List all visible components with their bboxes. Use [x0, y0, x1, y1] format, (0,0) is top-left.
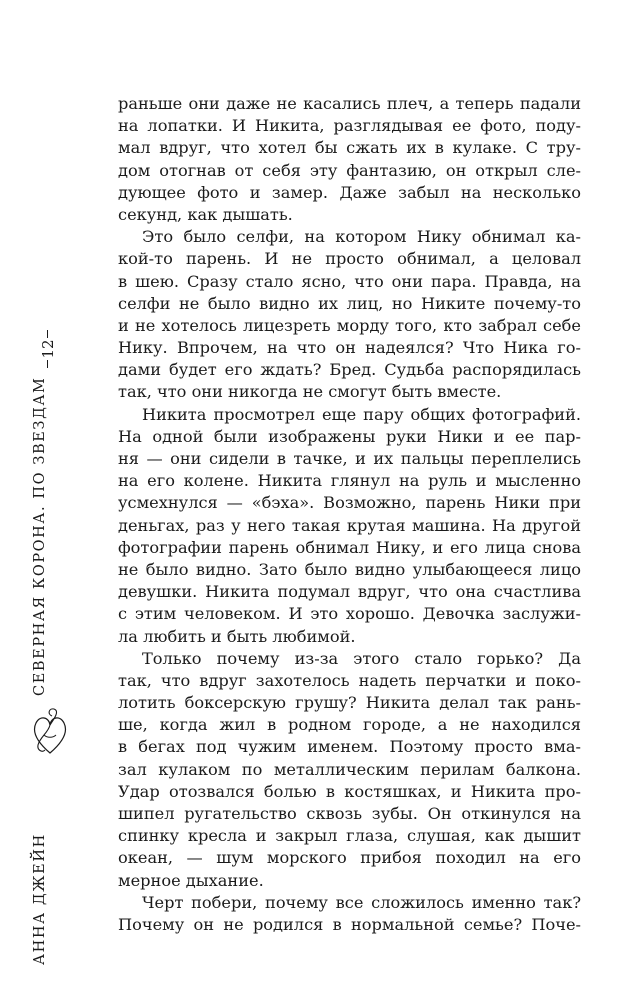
- running-head-author: АННА ДЖЕЙН: [32, 833, 48, 965]
- text-line: мал вдруг, что хотел бы сжать их в кулаке. С тру-: [118, 138, 581, 158]
- text-line: раньше они даже не касались плеч, а теперь падали: [118, 94, 581, 113]
- text-line: мерное дыхание.: [118, 870, 264, 890]
- text-line: в шею. Сразу стало ясно, что они пара. Правда, на: [118, 271, 581, 291]
- text-line: деньгах, раз у него такая крутая машина. На другой: [118, 515, 581, 535]
- text-line: На одной были изображены руки Ники и ее пар-: [118, 426, 581, 446]
- page-number-rule-bottom: [47, 360, 48, 368]
- text-line: селфи не было видно их лиц, но Никите почему-то: [118, 293, 581, 313]
- text-line: фотографии парень обнимал Нику, и его лица снова: [118, 537, 581, 557]
- text-line: так, что вдруг захотелось надеть перчатки и поко-: [118, 670, 581, 690]
- page-number-value: 12: [39, 339, 57, 359]
- text-line: шипел ругательство сквозь зубы. Он откинулся на: [118, 804, 581, 823]
- text-line: секунд, как дышать.: [118, 204, 293, 224]
- text-line: Это было селфи, на котором Нику обнимал ка-: [142, 227, 581, 247]
- heart-flourish-icon: [30, 705, 70, 757]
- text-line: девушки. Никита подумал вдруг, что она счастлива: [118, 582, 581, 602]
- text-line: на лопатки. И Никита, разглядывая ее фото, поду-: [118, 116, 581, 136]
- text-line: с этим человеком. И это хорошо. Девочка заслужи-: [118, 604, 581, 624]
- text-line: так, что они никогда не смогут быть вместе.: [118, 382, 502, 402]
- text-line: Нику. Впрочем, на что он надеялся? Что Ника го-: [118, 338, 581, 358]
- text-line: ня — они сидели в тачке, и их пальцы переплелись: [118, 449, 581, 468]
- text-line: спинку кресла и закрыл глаза, слушая, как дышит: [118, 826, 581, 846]
- text-line: дами будет его ждать? Бред. Судьба распорядилась: [118, 360, 581, 380]
- text-line: Удар отозвался болью в костяшках, и Никита про-: [118, 781, 581, 801]
- text-line: дом отогнав от себя эту фантазию, он открыл сле-: [118, 160, 581, 180]
- text-line: Никита просмотрел еще пару общих фотографий.: [142, 404, 581, 424]
- text-line: Только почему из-за этого стало горько? Да: [142, 648, 581, 668]
- text-line: не было видно. Зато было видно улыбающееся лицо: [118, 559, 581, 579]
- text-line: и не хотелось лицезреть морду того, кто забрал себе: [118, 315, 581, 335]
- text-line: Почему он не родился в нормальной семье? Поче-: [118, 914, 581, 934]
- text-line: на его колене. Никита глянул на руль и мысленно: [118, 471, 581, 491]
- text-line: Черт побери, почему все сложилось именно так?: [142, 892, 581, 912]
- text-line: усмехнулся — «бэха». Возможно, парень Ники при: [118, 493, 581, 513]
- text-line: ла любить и быть любимой.: [118, 626, 356, 646]
- body-text: [118, 93, 581, 936]
- text-line: зал кулаком по металлическим перилам балкона.: [118, 759, 581, 779]
- text-line: океан, — шум морского прибоя походил на его: [118, 848, 581, 868]
- text-line: ше, когда жил в родном городе, а не находился: [118, 715, 581, 735]
- text-line: кой-то парень. И не просто обнимал, а целовал: [118, 249, 581, 269]
- running-head-book-title: СЕВЕРНАЯ КОРОНА. ПО ЗВЕЗДАМ: [32, 376, 48, 696]
- page-number: [26, 330, 70, 370]
- text-line: дующее фото и замер. Даже забыл на несколько: [118, 182, 581, 202]
- text-line: в бегах под чужим именем. Поэтому просто вма-: [118, 737, 581, 757]
- text-line: лотить боксерскую грушу? Никита делал так рань-: [118, 693, 581, 713]
